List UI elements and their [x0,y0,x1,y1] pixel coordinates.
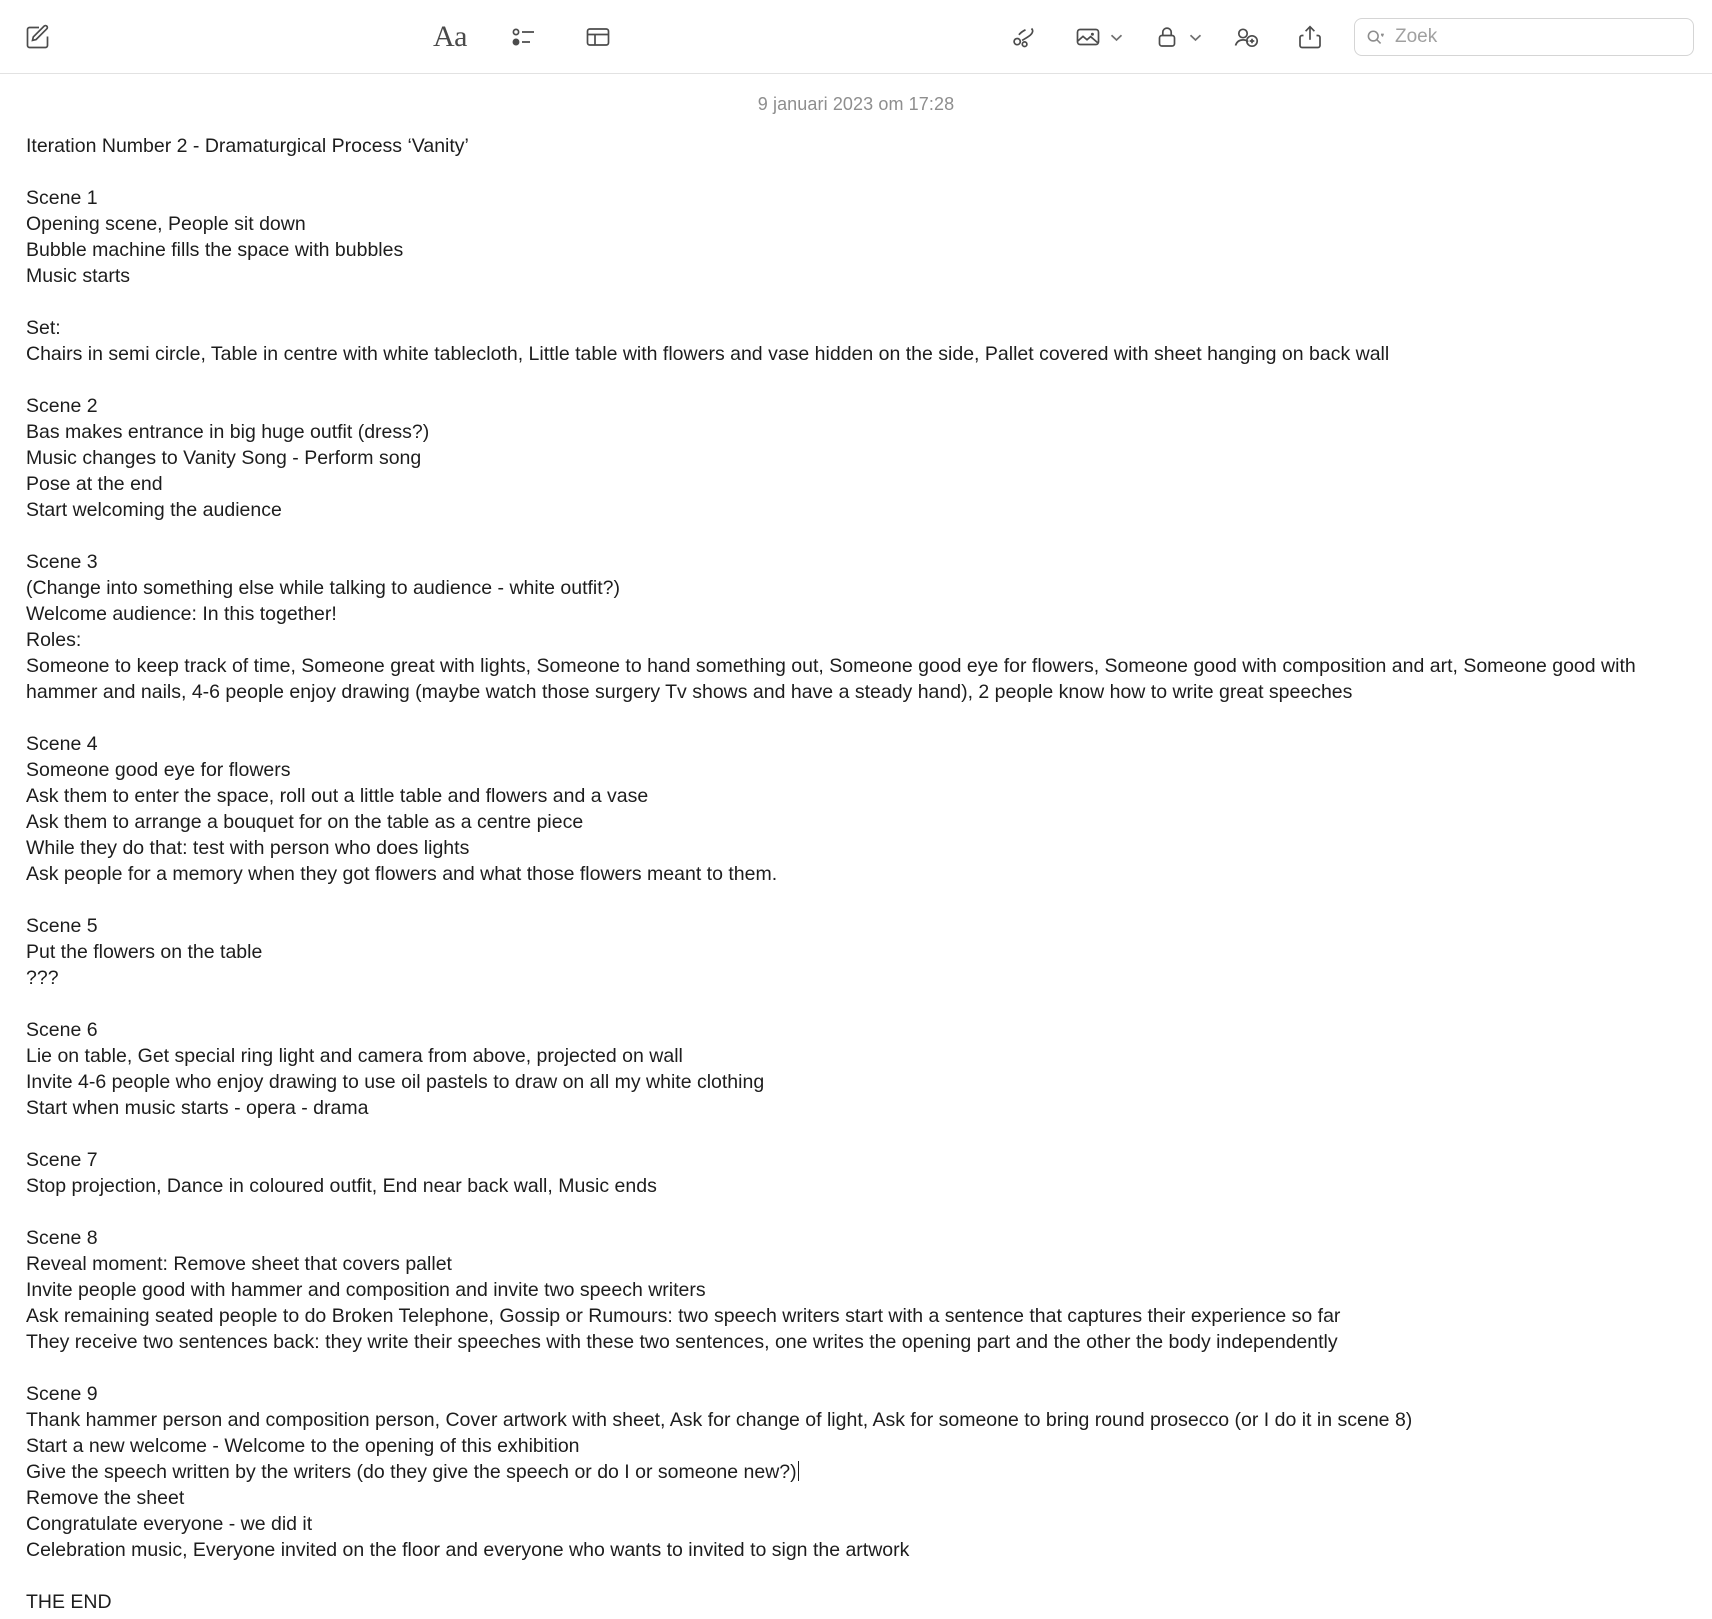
search-input[interactable] [1354,18,1694,56]
note-end: THE END [26,1591,112,1613]
scene-line: Music changes to Vanity Song - Perform song [26,447,422,469]
scene-heading: Scene 2 [26,395,98,417]
paragraph-spacer [26,159,1686,185]
scene-line: Start a new welcome - Welcome to the opening of this exhibition [26,1435,580,1457]
format-text-icon[interactable] [430,17,470,57]
scene-line: Celebration music, Everyone invited on the floor and everyone who wants to invited to sign the artwork [26,1539,910,1561]
scene-line: Lie on table, Get special ring light and camera from above, projected on wall [26,1045,683,1067]
scene-line: Invite people good with hammer and composition and invite two speech writers [26,1279,706,1301]
markup-icon[interactable] [1004,17,1044,57]
scene-line: Music starts [26,265,131,287]
media-icon[interactable] [1068,17,1108,57]
scene-line: (Change into something else while talking to audience - white outfit?) [26,577,621,599]
paragraph-spacer [26,1121,1686,1147]
note-scroll-area[interactable] [0,94,1712,1619]
scene-line: Thank hammer person and composition person, Cover artwork with sheet, Ask for change of light, Ask for someone to bring round prosecco (or I do it in scene 8) [26,1409,1413,1431]
paragraph-spacer [26,991,1686,1017]
paragraph-spacer [26,705,1686,731]
scene-line: ??? [26,967,59,989]
scene-line: Roles: [26,629,82,651]
lock-icon[interactable] [1147,17,1187,57]
scene-line: Welcome audience: In this together! [26,603,337,625]
scene-heading: Scene 9 [26,1383,98,1405]
scene-line: Invite 4-6 people who enjoy drawing to use oil pastels to draw on all my white clothing [26,1071,765,1093]
compose-note-icon[interactable] [18,17,58,57]
scene-heading: Scene 6 [26,1019,98,1041]
scene-line: Reveal moment: Remove sheet that covers pallet [26,1253,452,1275]
scene-line: Put the flowers on the table [26,941,263,963]
scene-line: Bas makes entrance in big huge outfit (dress?) [26,421,430,443]
scene-line: Chairs in semi circle, Table in centre with white tablecloth, Little table with flowers and vase hidden on the side, Pallet covered with sheet hanging on back wall [26,343,1390,365]
paragraph-spacer [26,887,1686,913]
scene-heading: Scene 4 [26,733,98,755]
share-export-icon[interactable] [1290,17,1330,57]
chevron-down-icon [1110,33,1123,42]
scene-line: Give the speech written by the writers (do they give the speech or do I or someone new?) [26,1459,1686,1485]
note-timestamp: 9 januari 2023 om 17:28 [757,94,955,114]
scene-line: Ask them to arrange a bouquet for on the table as a centre piece [26,811,584,833]
paragraph-spacer [26,1199,1686,1225]
paragraph-spacer [26,523,1686,549]
scene-heading: Scene 1 [26,187,98,209]
scene-line: They receive two sentences back: they write their speeches with these two sentences, one writes the opening part and the other the body independently [26,1331,1338,1353]
scene-heading: Scene 3 [26,551,98,573]
format-text-label: Aa [433,20,467,53]
note-blocks [26,159,1686,1563]
lock-menu[interactable] [1147,17,1202,57]
chevron-down-icon-lock [1189,33,1202,42]
scene-line: Bubble machine fills the space with bubbles [26,239,404,261]
scene-line: Stop projection, Dance in coloured outfit, End near back wall, Music ends [26,1175,657,1197]
scene-line: Ask people for a memory when they got flowers and what those flowers meant to them. [26,863,778,885]
share-collaborate-icon[interactable] [1226,17,1266,57]
search-icon [1365,27,1387,47]
paragraph-spacer [26,289,1686,315]
scene-line: Pose at the end [26,473,163,495]
scene-heading: Scene 7 [26,1149,98,1171]
spacer [26,1563,1686,1589]
note-body[interactable] [0,133,1712,1615]
table-icon[interactable] [578,17,618,57]
scene-line: Someone to keep track of time, Someone great with lights, Someone to hand something out, Someone good eye for flowers, Someone good with composition and art, Someone good with hammer and nails, 4-6 people enjoy drawing (maybe watch those surgery Tv shows and have a steady hand), 2 people know how to write great speeches [26,655,1636,703]
paragraph-spacer [26,1355,1686,1381]
toolbar-left-group [18,17,418,57]
toolbar-center-group [430,0,618,74]
scene-heading: Scene 5 [26,915,98,937]
scene-line: Start welcoming the audience [26,499,282,521]
scene-line: Opening scene, People sit down [26,213,306,235]
scene-line: Remove the sheet [26,1487,185,1509]
scene-heading: Set: [26,317,61,339]
checklist-icon[interactable] [504,17,544,57]
scene-line: Congratulate everyone - we did it [26,1513,313,1535]
scene-heading: Scene 8 [26,1227,98,1249]
toolbar-right-group [1004,0,1694,74]
search-placeholder: Zoek [1395,26,1438,47]
note-title: Iteration Number 2 - Dramaturgical Process ‘Vanity’ [26,135,469,157]
scene-line: Ask them to enter the space, roll out a little table and flowers and a vase [26,785,649,807]
notes-toolbar [0,0,1712,74]
text-caret [798,1461,800,1481]
scene-line: Someone good eye for flowers [26,759,291,781]
paragraph-spacer [26,367,1686,393]
scene-line: While they do that: test with person who does lights [26,837,470,859]
media-menu[interactable] [1068,17,1123,57]
scene-line: Ask remaining seated people to do Broken Telephone, Gossip or Rumours: two speech writers start with a sentence that captures their experience so far [26,1305,1341,1327]
scene-line: Start when music starts - opera - drama [26,1097,369,1119]
